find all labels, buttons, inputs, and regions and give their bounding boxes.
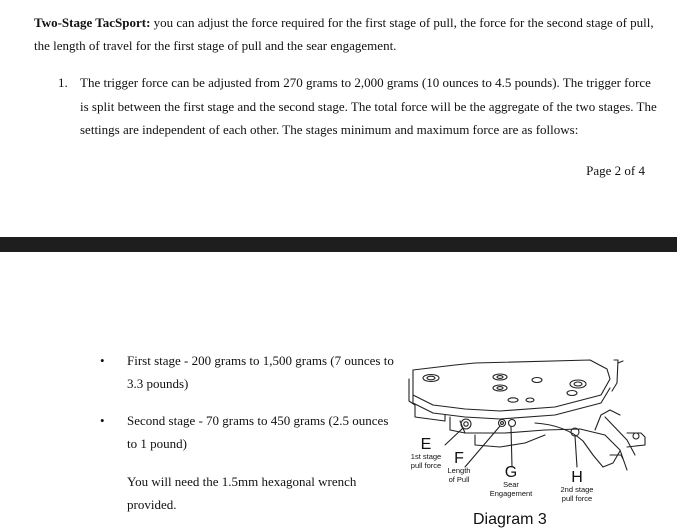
list-item (100, 409, 400, 455)
trigger-diagram (405, 355, 677, 529)
bullet-text-first-stage: First stage - 200 grams to 1,500 grams (7 ounces to 3.3 pounds) (127, 353, 394, 391)
force-range-list (100, 349, 400, 469)
numbered-item-1 (58, 71, 658, 142)
intro-paragraph (34, 11, 654, 57)
intro-text: you can adjust the force required for the first stage of pull, the force for the second stage of pull, the length of travel for the first stage of pull and the sear engagement. (34, 15, 654, 53)
label-h-line2: pull force (561, 493, 593, 503)
diagram-caption: Diagram 3 (473, 511, 547, 528)
label-h (555, 470, 599, 503)
label-e (405, 437, 447, 470)
label-e-line1: 1st stage (410, 452, 442, 461)
label-g-letter: G (504, 464, 518, 481)
item-1-text: The trigger force can be adjusted from 270 grams to 2,000 grams (10 ounces to 4.5 pounds). The trigger force is split between the first stage and the second stage. The total force will be the aggregate of the two stages. The settings are independent of each other. The stages minimum and maximum force are as follows: (80, 75, 657, 137)
label-h-line1: 2nd stage (560, 485, 594, 494)
bullet-marker: • (100, 413, 105, 428)
label-e-line2: pull force (410, 460, 442, 470)
label-f-line1: Length (447, 466, 471, 475)
wrench-note: You will need the 1.5mm hexagonal wrench provided. (127, 474, 357, 512)
list-item (100, 349, 400, 395)
label-g-line1: Sear (503, 480, 519, 489)
page-divider (0, 237, 677, 252)
label-g-line2: Engagement (489, 488, 533, 498)
bullet-text-second-stage: Second stage - 70 grams to 450 grams (2.5 ounces to 1 pound) (127, 413, 389, 451)
label-e-letter: E (420, 436, 432, 453)
label-f (443, 451, 475, 484)
intro-lead: Two-Stage TacSport: (34, 15, 151, 30)
item-number: 1. (58, 75, 68, 90)
label-g (485, 465, 537, 498)
page-number: Page 2 of 4 (586, 163, 645, 178)
bullet-marker: • (100, 353, 105, 368)
label-f-letter: F (454, 450, 464, 467)
label-f-line2: of Pull (448, 474, 470, 484)
label-h-letter: H (571, 469, 583, 486)
